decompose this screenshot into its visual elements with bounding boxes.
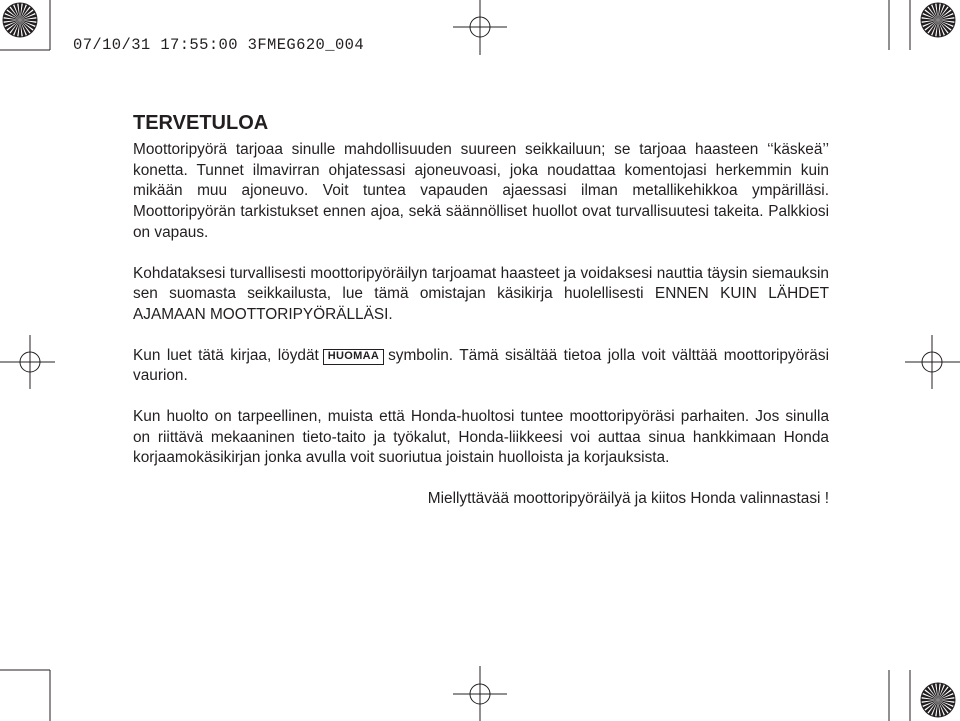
registration-mark-left	[0, 335, 55, 389]
starburst-mark-top-left	[3, 3, 37, 37]
print-job-header: 07/10/31 17:55:00 3FMEG620_004	[73, 36, 365, 54]
starburst-mark-top-right	[921, 3, 955, 37]
registration-mark-right	[905, 335, 960, 389]
note-symbol-paragraph	[133, 346, 829, 387]
starburst-mark-bottom-right	[921, 683, 955, 717]
note-paragraph-start: Kun luet tätä kirjaa, löydät	[133, 346, 319, 364]
intro-paragraph: Moottoripyörä tarjoaa sinulle mahdollisuuden suureen seikkailuun; se tarjoaa haasteen ‘‘käskeä’’ konetta. Tunnet ilmavirran ohjatessasi ajoneuvoasi, joka noudattaa komentojasi herkemmin kuin mikään muu ajoneuvo. Voit tuntea vapauden ajaessasi ilman metallikehikkoa ympärilläsi. Moottoripyörän tarkistukset ennen ajoa, sekä säännölliset huollot ovat turvallisuutesi takeita. Palkkiosi on vapaus.	[133, 141, 829, 241]
registration-mark-top	[453, 0, 507, 55]
registration-mark-bottom	[453, 666, 507, 721]
safety-paragraph: Kohdataksesi turvallisesti moottoripyöräilyn tarjoamat haasteet ja voidaksesi nauttia täysin siemauksin sen suomasta seikkailusta, lue tämä omistajan käsikirja huolellisesti ENNEN KUIN LÄHDET AJAMAAN MOOTTORIPYÖRÄLLÄSI.	[133, 264, 829, 323]
service-paragraph: Kun huolto on tarpeellinen, muista että Honda-huoltosi tuntee moottoripyöräsi parhaiten. Jos sinulla on riittävä mekaaninen tieto-taito ja työkalut, Honda-liikkeesi voi auttaa sinua hankkimaan Honda korjaamokäsikirjan jonka avulla voit suoriutua joistain huolloista ja korjauksista.	[133, 408, 829, 467]
note-paragraph-end: symbolin. Tämä sisältää tietoa jolla voit välttää moottoripyöräsi vaurion.	[133, 346, 829, 385]
note-badge: HUOMAA	[323, 349, 384, 365]
closing-line: Miellyttävää moottoripyöräilyä ja kiitos Honda valinnastasi !	[427, 490, 829, 508]
page-title: TERVETULOA	[133, 112, 269, 134]
welcome-page	[133, 110, 829, 510]
